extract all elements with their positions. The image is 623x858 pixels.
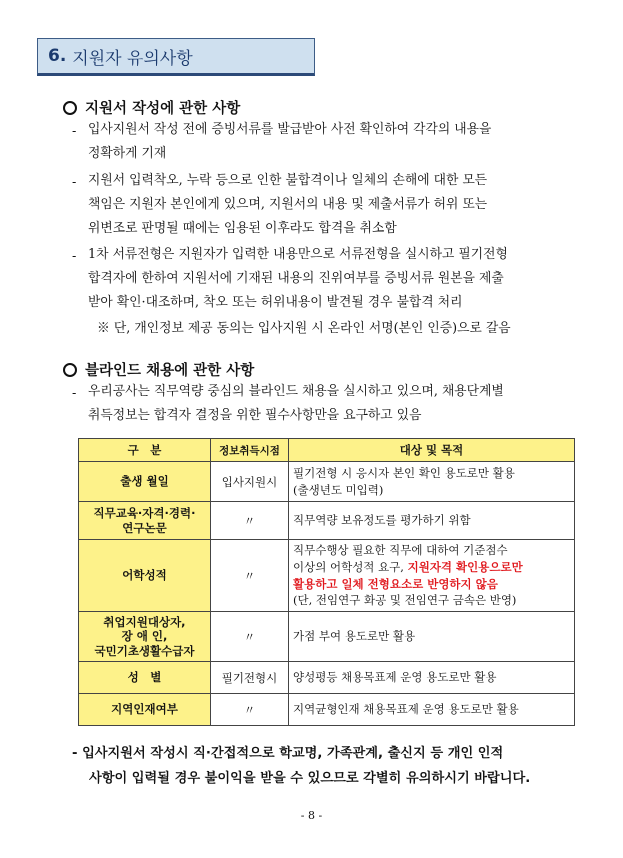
warning-line: - 입사지원서 작성시 직·간접적으로 학교명, 가족관계, 출신지 등 개인 인적 [72, 746, 504, 761]
paragraph-line: 우리공사는 직무역량 중심의 블라인드 채용을 실시하고 있으며, 채용단계별 [88, 384, 504, 399]
category-cell: 지역인재여부 [79, 694, 211, 726]
category-cell: 어학성적 [79, 540, 211, 612]
paragraph-line: 1차 서류전형은 지원자가 입력한 내용만으로 서류전형을 실시하고 필기전형 [88, 247, 508, 262]
paragraph-line: 책임은 지원자 본인에게 있으며, 지원서의 내용 및 제출서류가 허위 또는 [88, 197, 488, 212]
timing-cell: 입사지원시 [211, 462, 289, 502]
dash-bullet: - [72, 249, 77, 264]
paragraph-line: 입사지원서 작성 전에 증빙서류를 발급받아 사전 확인하여 각각의 내용을 [88, 122, 492, 137]
section-header [37, 38, 315, 76]
purpose-cell: 직무역량 보유정도를 평가하기 위함 [289, 502, 575, 540]
paragraph-line: 정확하게 기재 [88, 146, 167, 161]
purpose-cell: 양성평등 채용목표제 운영 용도로만 활용 [289, 662, 575, 694]
table-row [79, 662, 575, 694]
table-row [79, 612, 575, 662]
table-header-row [79, 439, 575, 462]
page-number: - 8 - [300, 809, 323, 822]
emphasis-text: 활용하고 일체 전형요소로 반영하지 않음 [293, 576, 498, 591]
category-cell: 출생 월일 [79, 462, 211, 502]
timing-cell: 〃 [211, 694, 289, 726]
timing-cell: 〃 [211, 540, 289, 612]
purpose-cell: 지역균형인재 채용목표제 운영 용도로만 활용 [289, 694, 575, 726]
purpose-cell: 가점 부여 용도로만 활용 [289, 612, 575, 662]
purpose-cell: 직무수행상 필요한 직무에 대하여 기준점수 이상의 어학성적 요구, 지원자격 확인용으로만 활용하고 일체 전형요소로 반영하지 않음 (단, 전임연구 화공 및 전임연구 금속은 반영) [289, 540, 575, 612]
purpose-cell: 필기전형 시 응시자 본인 확인 용도로만 활용 (출생년도 미입력) [289, 462, 575, 502]
circle-bullet-icon [63, 363, 77, 377]
category-cell: 성 별 [79, 662, 211, 694]
column-header: 구 분 [79, 439, 211, 462]
dash-bullet: - [72, 175, 77, 190]
subsection-title-application [63, 97, 240, 118]
circle-bullet-icon [63, 101, 77, 115]
emphasis-text: 지원자격 확인용으로만 [407, 559, 523, 574]
table-row [79, 694, 575, 726]
paragraph-line: 받아 확인·대조하며, 착오 또는 허위내용이 발견될 경우 불합격 처리 [88, 295, 463, 310]
timing-cell: 〃 [211, 612, 289, 662]
paragraph-line: 지원서 입력착오, 누락 등으로 인한 불합격이나 일체의 손해에 대한 모든 [88, 173, 488, 188]
timing-cell: 〃 [211, 502, 289, 540]
paragraph-line: 합격자에 한하여 지원서에 기재된 내용의 진위여부를 증빙서류 원본을 제출 [88, 271, 504, 286]
paragraph-line: 취득정보는 합격자 결정을 위한 필수사항만을 요구하고 있음 [88, 408, 422, 423]
column-header: 정보취득시점 [211, 439, 289, 462]
subsection-title-text: 지원서 작성에 관한 사항 [85, 101, 241, 117]
info-requirement-table [78, 438, 575, 726]
table-row [79, 462, 575, 502]
warning-line: 사항이 입력될 경우 불이익을 받을 수 있으므로 각별히 유의하시기 바랍니다. [89, 771, 531, 786]
table-row [79, 502, 575, 540]
section-header-title: 지원자 유의사항 [72, 48, 193, 69]
category-cell: 취업지원대상자, 장 애 인, 국민기초생활수급자 [79, 612, 211, 662]
section-number: 6. [48, 46, 67, 66]
table-row [79, 540, 575, 612]
paragraph-line: 위변조로 판명될 때에는 임용된 이후라도 합격을 취소함 [88, 221, 397, 236]
dash-bullet: - [72, 386, 77, 401]
timing-cell: 필기전형시 [211, 662, 289, 694]
subsection-title-blind [63, 359, 254, 380]
subsection-title-text: 블라인드 채용에 관한 사항 [85, 363, 255, 379]
note-line: ※ 단, 개인정보 제공 동의는 입사지원 시 온라인 서명(본인 인증)으로 갈음 [97, 321, 511, 336]
column-header: 대상 및 목적 [289, 439, 575, 462]
category-cell: 직무교육·자격·경력· 연구논문 [79, 502, 211, 540]
dash-bullet: - [72, 124, 77, 139]
